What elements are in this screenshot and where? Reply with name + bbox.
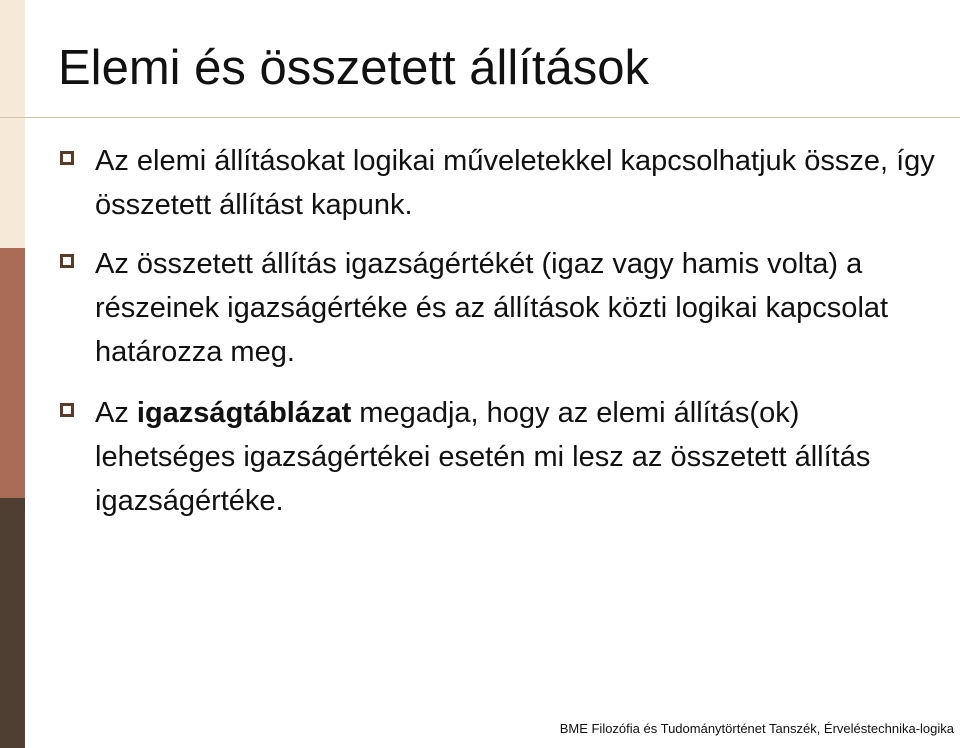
decorative-bar-middle: [0, 248, 25, 498]
bullet-text-3-prefix: Az: [95, 397, 137, 429]
bullet-text-3-suffix: megadja, hogy az elemi állítás(ok) lehetséges igazságértékei esetén mi lesz az összetett állítás igazságértéke.: [95, 397, 871, 517]
title-divider: [0, 117, 960, 118]
decorative-bar-bottom: [0, 498, 25, 748]
bullet-text-1: Az elemi állításokat logikai műveletekkel kapcsolhatjuk össze, így összetett állítást kapunk.: [95, 145, 935, 221]
decorative-bar-top: [0, 0, 25, 248]
bullet-text-3: [95, 391, 945, 523]
square-bullet-icon: [60, 254, 74, 268]
bullet-text-2: Az összetett állítás igazságértékét (igaz vagy hamis volta) a részeinek igazságértéke és az állítások közti logikai kapcsolat határozza meg.: [95, 248, 889, 368]
slide-title: Elemi és összetett állítások: [58, 41, 649, 95]
slide-footer: BME Filozófia és Tudománytörténet Tanszék, Érveléstechnika-logika: [559, 721, 954, 736]
bold-term-truth-table: igazságtáblázat: [136, 397, 352, 429]
square-bullet-icon: [60, 151, 74, 165]
square-bullet-icon: [60, 403, 74, 417]
